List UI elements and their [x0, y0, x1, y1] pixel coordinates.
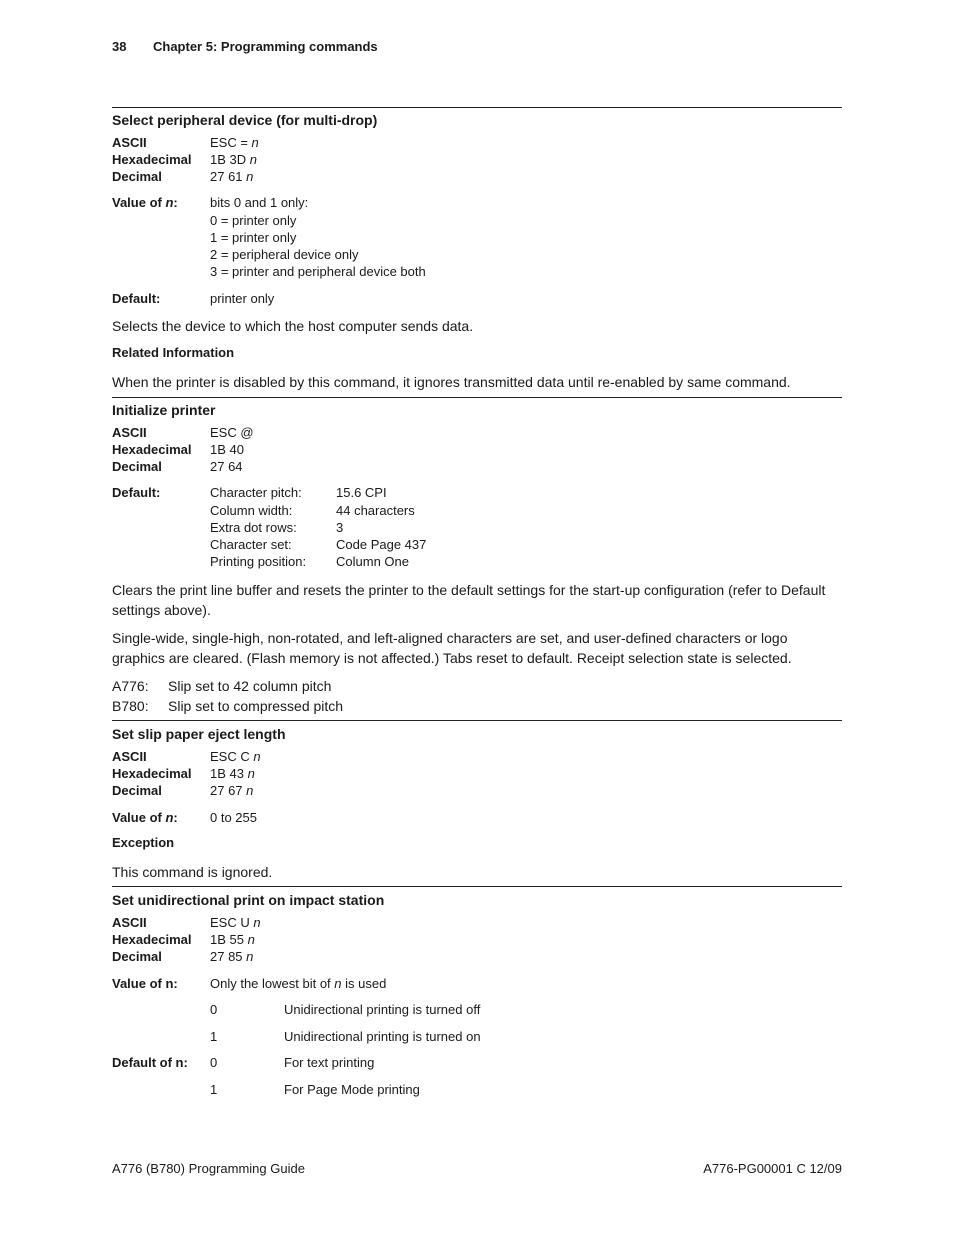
value-intro: Only the lowest bit of n is used	[210, 976, 387, 991]
section-divider	[112, 107, 842, 108]
related-text: When the printer is disabled by this command, it ignores transmitted data until re-enabled by same command.	[112, 374, 791, 390]
section-title: Select peripheral device (for multi-drop)	[112, 112, 378, 128]
value-line: 1 = printer only	[210, 230, 297, 245]
section-divider	[112, 720, 842, 721]
exception-heading: Exception	[112, 835, 175, 850]
code-label: Hexadecimal	[112, 766, 192, 781]
section-title: Set unidirectional print on impact station	[112, 892, 385, 908]
value-label: Value of n:	[112, 976, 178, 991]
value-desc: Unidirectional printing is turned off	[284, 1002, 481, 1017]
code-value: 27 67 n	[210, 783, 254, 798]
default-name: Printing position:	[210, 554, 307, 569]
section-title: Set slip paper eject length	[112, 726, 286, 742]
model-label: A776:	[112, 678, 149, 694]
default-value: printer only	[210, 291, 275, 306]
value-label: Value of n:	[112, 810, 178, 825]
value-desc: Unidirectional printing is turned on	[284, 1029, 481, 1044]
description: Selects the device to which the host computer sends data.	[112, 318, 474, 334]
footer-right: A776-PG00001 C 12/09	[703, 1161, 842, 1176]
code-label: Decimal	[112, 783, 162, 798]
code-value: 1B 40	[210, 442, 244, 457]
description: Clears the print line buffer and resets the printer to the default settings for the start-up configuration (refer to Default settings above).	[112, 582, 826, 618]
default-num: 1	[210, 1082, 218, 1097]
default-value: Code Page 437	[336, 537, 427, 552]
model-text: Slip set to compressed pitch	[168, 698, 344, 714]
code-label: ASCII	[112, 425, 147, 440]
chapter-title: Chapter 5: Programming commands	[153, 39, 378, 54]
default-name: Extra dot rows:	[210, 520, 297, 535]
code-value: 27 85 n	[210, 949, 254, 964]
default-label: Default:	[112, 291, 161, 306]
default-desc: For text printing	[284, 1055, 375, 1070]
value-line: bits 0 and 1 only:	[210, 195, 309, 210]
code-value: ESC = n	[210, 135, 259, 150]
value-line: 2 = peripheral device only	[210, 247, 359, 262]
footer-left: A776 (B780) Programming Guide	[112, 1161, 305, 1176]
value-text: 0 to 255	[210, 810, 257, 825]
section-title: Initialize printer	[112, 402, 216, 418]
value-num: 1	[210, 1029, 218, 1044]
code-label: Decimal	[112, 169, 162, 184]
default-name: Character set:	[210, 537, 292, 552]
default-name: Character pitch:	[210, 485, 302, 500]
code-label: ASCII	[112, 749, 147, 764]
value-num: 0	[210, 1002, 218, 1017]
default-value: 15.6 CPI	[336, 485, 387, 500]
code-value: 1B 3D n	[210, 152, 257, 167]
default-value: Column One	[336, 554, 409, 569]
default-label: Default:	[112, 485, 161, 500]
default-value: 3	[336, 520, 344, 535]
default-num: 0	[210, 1055, 218, 1070]
section-divider	[112, 397, 842, 398]
model-label: B780:	[112, 698, 149, 714]
value-line: 3 = printer and peripheral device both	[210, 264, 426, 279]
code-label: Hexadecimal	[112, 932, 192, 947]
default-desc: For Page Mode printing	[284, 1082, 420, 1097]
default-name: Column width:	[210, 503, 293, 518]
code-value: 27 64	[210, 459, 243, 474]
code-value: 1B 43 n	[210, 766, 255, 781]
code-label: ASCII	[112, 915, 147, 930]
code-value: ESC C n	[210, 749, 261, 764]
code-value: 27 61 n	[210, 169, 254, 184]
value-label: Value of n:	[112, 195, 178, 210]
default-label: Default of n:	[112, 1055, 188, 1070]
model-text: Slip set to 42 column pitch	[168, 678, 332, 694]
page-number: 38	[112, 39, 127, 54]
code-label: Hexadecimal	[112, 152, 192, 167]
code-label: Hexadecimal	[112, 442, 192, 457]
code-label: ASCII	[112, 135, 147, 150]
code-value: ESC U n	[210, 915, 261, 930]
code-value: ESC @	[210, 425, 254, 440]
code-value: 1B 55 n	[210, 932, 255, 947]
code-label: Decimal	[112, 949, 162, 964]
related-heading: Related Information	[112, 345, 235, 360]
description: Single-wide, single-high, non-rotated, and left-aligned characters are set, and user-defined characters or logo graphics are cleared. (Flash memory is not affected.) Tabs reset to default. Receipt selection state is selected.	[112, 630, 792, 666]
value-line: 0 = printer only	[210, 213, 297, 228]
code-label: Decimal	[112, 459, 162, 474]
default-value: 44 characters	[336, 503, 415, 518]
exception-text: This command is ignored.	[112, 864, 273, 880]
section-divider	[112, 886, 842, 887]
